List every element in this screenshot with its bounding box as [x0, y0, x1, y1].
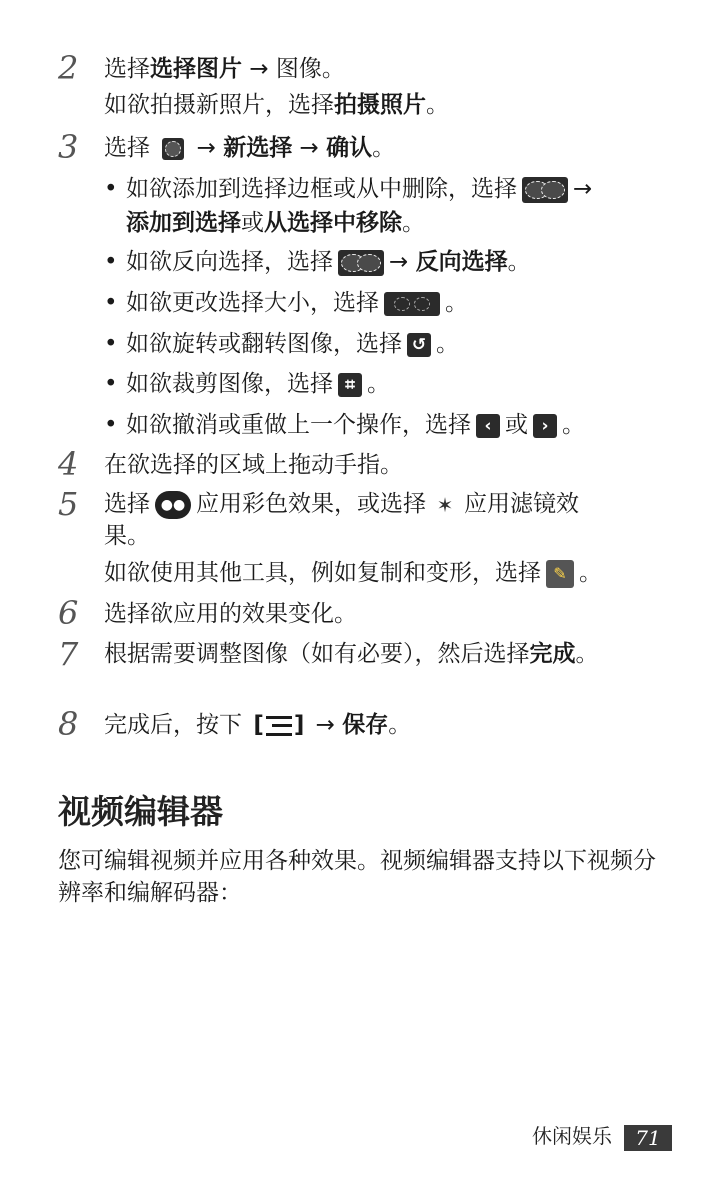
text: 如欲使用其他工具，例如复制和变形，选择 [104, 560, 541, 586]
step-number: 3 [58, 128, 79, 166]
bullet-dot: • [104, 176, 118, 202]
text: 。 [579, 560, 602, 586]
rotate-icon: ↺ [407, 333, 431, 357]
menu-bars [266, 716, 292, 736]
bullet-dot: • [104, 371, 118, 397]
bold-term: 确认 [326, 135, 373, 161]
bullet-dot: • [104, 412, 118, 438]
resize-selection-icon [384, 292, 440, 316]
bold-term: 反向选择 [415, 249, 508, 275]
text: 选择 [104, 491, 150, 517]
chapter-label: 休闲娱乐 [532, 1124, 612, 1148]
filter-icon: ✶ [431, 491, 459, 519]
bold-term: 保存 [342, 712, 389, 738]
bullet-dot: • [104, 249, 118, 275]
text: 。 [507, 249, 531, 275]
bold-term: 从选择中移除 [264, 210, 402, 236]
bullet-text [126, 408, 666, 442]
arrow: → [573, 176, 593, 202]
text: 如欲添加到选择边框或从中删除，选择 [126, 176, 517, 202]
step-number: 5 [58, 485, 79, 523]
step-number: 6 [58, 594, 79, 632]
step-text: 在欲选择的区域上拖动手指。 [104, 452, 403, 478]
selection-icon [162, 138, 184, 160]
arrow: → [196, 135, 216, 161]
palette-icon: ●● [155, 491, 191, 519]
section-title: 视频编辑器 [58, 792, 223, 831]
text: 应用彩色效果，或选择 [196, 491, 426, 517]
text: 如欲更改选择大小，选择 [126, 290, 379, 316]
redo-icon: › [533, 414, 557, 438]
text: 。 [367, 371, 390, 397]
text: 应用滤镜效果。 [104, 491, 579, 549]
bullet-text [126, 172, 666, 240]
text: 或 [241, 210, 264, 236]
step-text [104, 52, 684, 86]
step-number: 2 [58, 49, 79, 87]
text: 。 [445, 290, 468, 316]
text: 如欲反向选择，选择 [126, 249, 333, 275]
bullet-text [126, 286, 666, 320]
text: 。 [372, 135, 396, 161]
bold-term: 添加到选择 [126, 210, 241, 236]
step-2-sub [104, 88, 664, 122]
page-number: 71 [624, 1125, 672, 1151]
undo-icon: ‹ [476, 414, 500, 438]
text: 根据需要调整图像（如有必要），然后选择 [104, 641, 530, 667]
step-text [104, 638, 604, 670]
step-text [104, 131, 684, 165]
step-text [104, 708, 684, 742]
step-number: 4 [58, 445, 79, 483]
text: 或 [505, 412, 528, 438]
text: 。 [562, 412, 585, 438]
bracket: ] [293, 712, 305, 738]
text: 完成后，按下 [104, 712, 242, 738]
invert-selection-icon [338, 250, 384, 276]
text: 如欲撤消或重做上一个操作，选择 [126, 412, 471, 438]
add-remove-selection-icon [522, 177, 568, 203]
text: 如欲拍摄新照片，选择 [104, 92, 334, 118]
arrow: → [315, 712, 335, 738]
page-footer [532, 1121, 672, 1151]
text: 。 [575, 641, 599, 667]
bullet-text [126, 245, 666, 279]
text: 选择 [104, 56, 150, 82]
step-number: 7 [58, 635, 79, 673]
bold-term: 拍摄照片 [334, 92, 426, 118]
crop-icon: ⌗ [338, 373, 362, 397]
arrow: → [249, 56, 269, 82]
tools-icon: ✎ [546, 560, 574, 588]
text: 。 [426, 92, 449, 118]
step-number: 8 [58, 705, 79, 743]
bullet-text [126, 327, 666, 361]
text: 。 [388, 712, 412, 738]
bullet-dot: • [104, 290, 118, 316]
bold-term: 完成 [529, 641, 576, 667]
step-text [104, 488, 624, 552]
bold-term: 选择图片 [150, 56, 242, 82]
section-body: 您可编辑视频并应用各种效果。视频编辑器支持以下视频分辨率和编解码器： [58, 848, 656, 906]
text: 选择 [104, 135, 150, 161]
bullet-dot: • [104, 331, 118, 357]
text: 。 [402, 210, 425, 236]
menu-key-icon [253, 708, 304, 742]
text: 如欲裁剪图像，选择 [126, 371, 333, 397]
bracket: [ [253, 712, 264, 738]
text: 如欲旋转或翻转图像，选择 [126, 331, 402, 357]
step-text: 选择欲应用的效果变化。 [104, 601, 357, 627]
arrow: → [389, 249, 409, 275]
arrow: → [299, 135, 319, 161]
bold-term: 新选择 [223, 135, 293, 161]
text: 图像。 [275, 56, 345, 82]
bullet-text [126, 367, 666, 401]
text: 。 [436, 331, 459, 357]
step-5-sub [104, 556, 664, 590]
